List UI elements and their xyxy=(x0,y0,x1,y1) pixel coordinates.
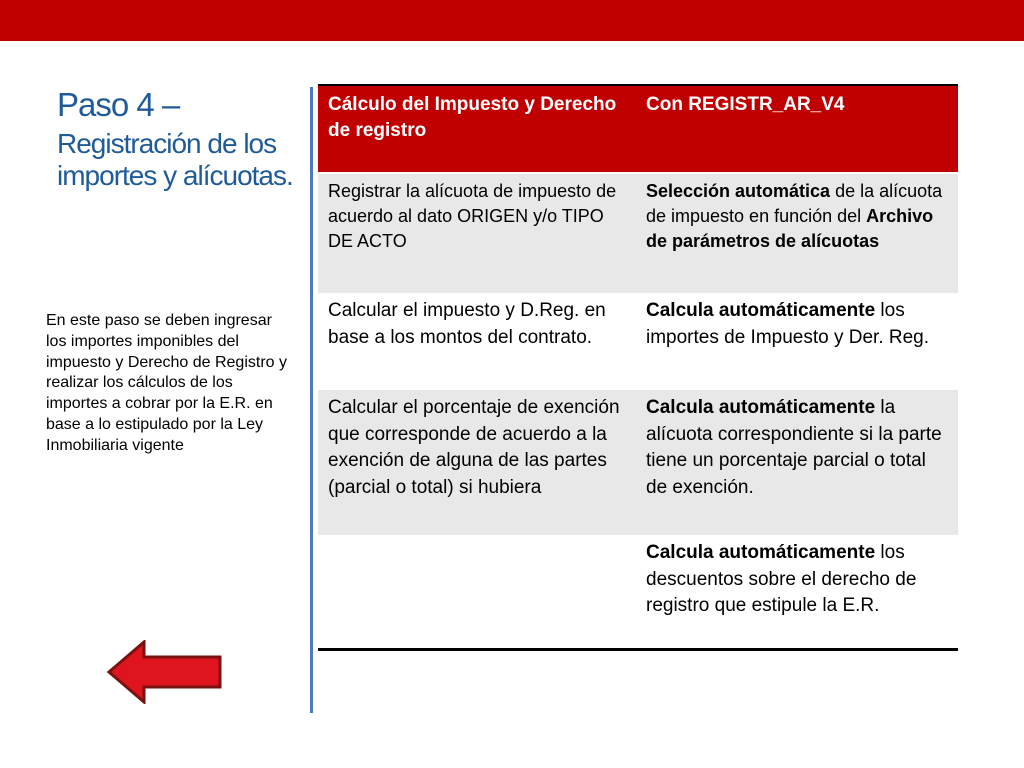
top-accent-bar xyxy=(0,0,1024,41)
comparison-table-container xyxy=(318,84,958,651)
slide-description: En este paso se deben ingresar los importes imponibles del impuesto y Derecho de Registro y realizar los cálculos de los importes a cobrar por la E.R. en base a lo estipulado por la Ley Inmobiliaria vigente xyxy=(46,312,287,454)
cell-text: los descuentos sobre el derecho de registro que estipule la E.R. xyxy=(646,542,917,617)
cell-bold-text: Calcula automáticamente xyxy=(646,542,876,563)
cell-bold-text: Calcula automáticamente xyxy=(646,300,876,321)
table-cell-left xyxy=(318,535,636,650)
table-row xyxy=(318,173,958,293)
header-manual-process: Cálculo del Impuesto y Derecho de registro xyxy=(318,85,636,173)
cell-text: la alícuota correspondiente si la parte tiene un porcentaje parcial o total de exención. xyxy=(646,397,942,498)
cell-bold-text: Calcula automáticamente xyxy=(646,397,876,418)
cell-text: de la alícuota de impuesto en función del xyxy=(646,181,943,227)
table-cell-right xyxy=(636,535,958,650)
cell-bold-text: Selección automática xyxy=(646,181,831,201)
table-cell-right xyxy=(636,390,958,535)
table-cell-left: Calcular el porcentaje de exención que corresponde de acuerdo a la exención de alguna de las partes (parcial o total) si hubiera xyxy=(318,390,636,535)
slide-title xyxy=(57,86,297,192)
comparison-table xyxy=(318,84,958,651)
header-registr-ar: Con REGISTR_AR_V4 xyxy=(636,85,958,173)
table-header-row xyxy=(318,85,958,173)
slide-title-subtitle: Registración de los importes y alícuotas. xyxy=(57,127,293,192)
table-cell-left: Registrar la alícuota de impuesto de acuerdo al dato ORIGEN y/o TIPO DE ACTO xyxy=(318,173,636,293)
table-row xyxy=(318,535,958,650)
table-row xyxy=(318,390,958,535)
cell-bold-text: Archivo de parámetros de alícuotas xyxy=(646,206,934,252)
slide-title-step: Paso 4 – xyxy=(57,86,180,123)
arrow-left-icon[interactable] xyxy=(106,640,224,704)
vertical-divider xyxy=(310,87,313,713)
table-row xyxy=(318,293,958,390)
table-cell-left: Calcular el impuesto y D.Reg. en base a los montos del contrato. xyxy=(318,293,636,390)
table-cell-right xyxy=(636,173,958,293)
cell-text: los importes de Impuesto y Der. Reg. xyxy=(646,300,930,348)
arrow-left-shape xyxy=(109,642,220,702)
table-cell-right xyxy=(636,293,958,390)
